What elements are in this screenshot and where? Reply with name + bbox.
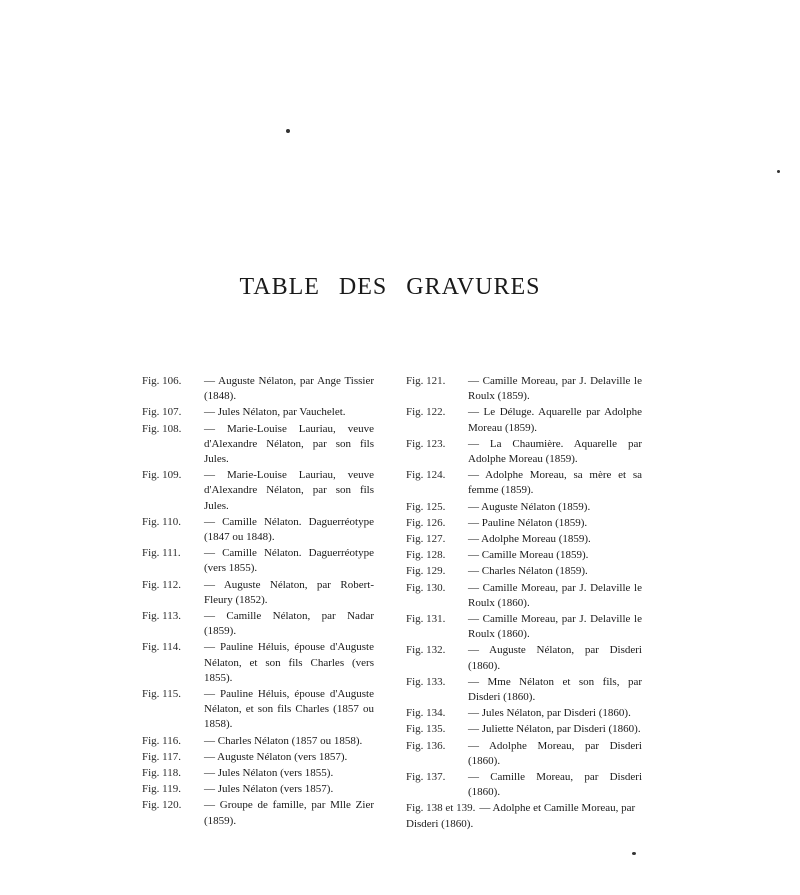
decorative-speck — [286, 129, 290, 133]
figure-entry — [142, 468, 374, 514]
figure-number: Fig. 125. — [406, 500, 446, 513]
figure-entry — [406, 405, 642, 435]
figure-number: Fig. 109. — [142, 469, 182, 482]
figure-number: Fig. 130. — [406, 581, 446, 594]
figure-entry — [406, 643, 642, 673]
figure-description: — Charles Nélaton (1857 ou 1858). — [204, 734, 363, 747]
figure-entry — [406, 675, 642, 705]
figure-entry — [142, 798, 374, 828]
figure-entry — [142, 578, 374, 608]
figure-description: — Mme Nélaton et son fils, par Disderi (1860). — [468, 675, 642, 704]
figure-description: — Adolphe et Camille Moreau, par Disderi (1860). — [406, 802, 636, 830]
figure-entry — [406, 722, 642, 737]
figure-description: — Jules Nélaton, par Vauchelet. — [204, 406, 346, 419]
figure-description: — La Chaumière. Aquarelle par Adolphe Moreau (1859). — [468, 437, 642, 466]
figure-number: Fig. 112. — [142, 578, 182, 591]
figure-number: Fig. 118. — [142, 767, 182, 780]
figure-number: Fig. 113. — [142, 610, 182, 623]
figure-description: — Jules Nélaton (vers 1855). — [204, 767, 334, 780]
figure-description: — Camille Nélaton. Daguerréotype (1847 ou 1848). — [204, 515, 374, 544]
figure-entry — [142, 766, 374, 781]
left-column — [142, 374, 374, 830]
figure-entry — [142, 422, 374, 468]
figure-description: — Camille Moreau, par Disderi (1860). — [468, 771, 642, 799]
figure-number: Fig. 134. — [406, 707, 446, 720]
figure-entry — [142, 750, 374, 765]
figure-number: Fig. 135. — [406, 723, 446, 736]
figure-entry — [406, 706, 642, 721]
figure-description: — Charles Nélaton (1859). — [468, 565, 588, 578]
figure-description: — Juliette Nélaton, par Disderi (1860). — [468, 723, 641, 736]
decorative-speck — [632, 852, 636, 855]
figure-number: Fig. 136. — [406, 739, 446, 752]
figure-number: Fig. 123. — [406, 437, 446, 450]
figure-description: — Jules Nélaton, par Disderi (1860). — [468, 707, 631, 720]
figure-number: Fig. 132. — [406, 644, 446, 657]
figure-number: Fig. 117. — [142, 750, 182, 763]
figure-entry — [142, 515, 374, 545]
figure-entry — [406, 801, 642, 831]
figure-description: — Camille Moreau, par J. Delaville le Roulx (1860). — [468, 581, 642, 609]
figure-number: Fig. 106. — [142, 375, 182, 387]
figure-entry — [142, 687, 374, 733]
figure-description: — Auguste Nélaton (vers 1857). — [204, 750, 348, 763]
figure-entry — [406, 468, 642, 498]
figure-entry — [142, 405, 374, 420]
figure-number: Fig. 121. — [406, 375, 446, 387]
figure-description: — Marie-Louise Lauriau, veuve d'Alexandre Nélaton, par son fils Jules. — [204, 422, 374, 466]
figure-entry — [142, 374, 374, 404]
figure-description: — Camille Nélaton, par Nadar (1859). — [204, 610, 374, 638]
figure-number: Fig. 133. — [406, 675, 446, 688]
figure-description: — Pauline Héluis, épouse d'Auguste Nélaton, et son fils Charles (vers 1855). — [204, 641, 374, 684]
figure-number: Fig. 129. — [406, 565, 446, 578]
page-title: TABLE DES GRAVURES — [239, 274, 541, 301]
figure-description: — Marie-Louise Lauriau, veuve d'Alexandre Nélaton, par son fils Jules. — [204, 469, 374, 512]
figure-description: — Camille Moreau, par J. Delaville le Roulx (1860). — [468, 613, 642, 641]
figure-number: Fig. 116. — [142, 734, 182, 747]
figure-number: Fig. 138 et 139. — [406, 802, 476, 815]
figure-description: — Camille Moreau, par J. Delaville le Roulx (1859). — [468, 375, 642, 403]
figure-entry — [406, 548, 642, 563]
figure-description: — Jules Nélaton (vers 1857). — [204, 783, 334, 796]
figure-description: — Adolphe Moreau (1859). — [468, 533, 591, 546]
figure-number: Fig. 126. — [406, 516, 446, 529]
figure-number: Fig. 114. — [142, 641, 182, 654]
figure-entry — [142, 734, 374, 749]
figure-number: Fig. 107. — [142, 406, 182, 419]
figure-description: — Adolphe Moreau, par Disderi (1860). — [468, 739, 642, 767]
figure-number: Fig. 131. — [406, 613, 446, 626]
figure-description: — Auguste Nélaton, par Disderi (1860). — [468, 644, 642, 672]
figure-number: Fig. 119. — [142, 783, 182, 796]
figure-entry — [406, 532, 642, 547]
figure-entry — [406, 564, 642, 579]
right-column — [406, 374, 642, 833]
figure-description: — Auguste Nélaton (1859). — [468, 500, 591, 513]
figure-entry — [142, 546, 374, 576]
figure-description: — Pauline Héluis, épouse d'Auguste Nélaton, et son fils Charles (1857 ou 1858). — [204, 688, 374, 731]
figure-number: Fig. 115. — [142, 688, 182, 701]
figure-entry — [406, 516, 642, 531]
figure-entry — [406, 500, 642, 515]
figure-description: — Adolphe Moreau, sa mère et sa femme (1859). — [468, 469, 642, 497]
figure-number: Fig. 110. — [142, 515, 182, 528]
figure-number: Fig. 137. — [406, 771, 446, 784]
figure-description: — Pauline Nélaton (1859). — [468, 516, 588, 529]
figure-entry — [406, 770, 642, 800]
figure-number: Fig. 108. — [142, 422, 182, 435]
figure-number: Fig. 124. — [406, 469, 446, 482]
figure-entry — [406, 437, 642, 467]
figure-description: — Groupe de famille, par Mlle Zier (1859). — [204, 799, 374, 827]
figure-entry — [406, 374, 642, 404]
figure-description: — Auguste Nélaton, par Robert-Fleury (1852). — [204, 578, 374, 606]
figure-description: — Le Déluge. Aquarelle par Adolphe Moreau (1859). — [468, 406, 642, 434]
figure-number: Fig. 127. — [406, 533, 446, 546]
figure-number: Fig. 122. — [406, 406, 446, 419]
figure-description: — Camille Nélaton. Daguerréotype (vers 1855). — [204, 547, 374, 575]
figure-number: Fig. 111. — [142, 547, 181, 560]
figure-entry — [142, 640, 374, 686]
figure-description: — Auguste Nélaton, par Ange Tissier (1848). — [204, 375, 374, 403]
figure-entry — [142, 782, 374, 797]
figure-description: — Camille Moreau (1859). — [468, 549, 589, 562]
figure-entry — [406, 739, 642, 769]
figure-entry — [406, 612, 642, 642]
figure-entry — [406, 581, 642, 611]
decorative-speck — [777, 170, 780, 173]
figure-number: Fig. 128. — [406, 549, 446, 562]
figure-number: Fig. 120. — [142, 799, 182, 812]
figure-entry — [142, 609, 374, 639]
